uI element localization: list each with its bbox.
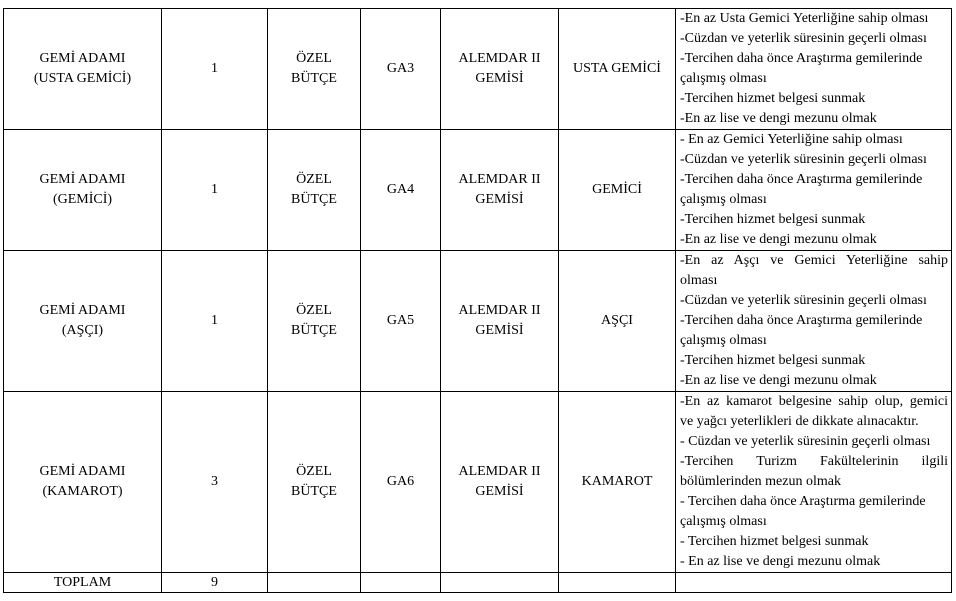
ship-cell: ALEMDAR II GEMİSİ (441, 130, 559, 251)
code-cell: GA5 (361, 251, 441, 392)
table-row (4, 9, 952, 130)
table-row (4, 251, 952, 392)
code-cell: GA3 (361, 9, 441, 130)
position-cell: GEMİCİ (559, 130, 676, 251)
requirements-cell: - En az Gemici Yeterliğine sahip olması -Cüzdan ve yeterlik süresinin geçerli olması -Tercihen daha önce Araştırma gemilerinde çalışmış olması -Tercihen hizmet belgesi sunmak -En az lise ve dengi mezunu olmak (676, 130, 952, 251)
budget-cell: ÖZEL BÜTÇE (268, 130, 361, 251)
requirements-cell: -En az Usta Gemici Yeterliğine sahip olması -Cüzdan ve yeterlik süresinin geçerli olması -Tercihen daha önce Araştırma gemilerinde çalışmış olması -Tercihen hizmet belgesi sunmak -En az lise ve dengi mezunu olmak (676, 9, 952, 130)
budget-cell: ÖZEL BÜTÇE (268, 392, 361, 573)
title-cell: GEMİ ADAMI (GEMİCİ) (4, 130, 162, 251)
ship-cell: ALEMDAR II GEMİSİ (441, 392, 559, 573)
count-cell: 1 (162, 9, 268, 130)
requirements-cell: -En az Aşçı ve Gemici Yeterliğine sahip olması -Cüzdan ve yeterlik süresinin geçerli olması -Tercihen daha önce Araştırma gemilerinde çalışmış olması -Tercihen hizmet belgesi sunmak -En az lise ve dengi mezunu olmak (676, 251, 952, 392)
title-cell: GEMİ ADAMI (USTA GEMİCİ) (4, 9, 162, 130)
table-row (4, 130, 952, 251)
requirements-cell: -En az kamarot belgesine sahip olup, gemici ve yağcı yeterlikleri de dikkate alınacaktır. - Cüzdan ve yeterlik süresinin geçerli olması -Tercihen Turizm Fakültelerinin ilgili bölümlerinden mezun olmak - Tercihen daha önce Araştırma gemilerinde çalışmış olması - Tercihen hizmet belgesi sunmak - En az lise ve dengi mezunu olmak (676, 392, 952, 573)
ship-cell: ALEMDAR II GEMİSİ (441, 9, 559, 130)
table-row (4, 392, 952, 573)
total-count: 9 (162, 573, 268, 593)
position-cell: KAMAROT (559, 392, 676, 573)
code-cell: GA4 (361, 130, 441, 251)
count-cell: 1 (162, 130, 268, 251)
position-cell: AŞÇI (559, 251, 676, 392)
empty-cell (441, 573, 559, 593)
code-cell: GA6 (361, 392, 441, 573)
count-cell: 3 (162, 392, 268, 573)
empty-cell (676, 573, 952, 593)
position-cell: USTA GEMİCİ (559, 9, 676, 130)
title-cell: GEMİ ADAMI (KAMAROT) (4, 392, 162, 573)
title-cell: GEMİ ADAMI (AŞÇI) (4, 251, 162, 392)
positions-table (3, 8, 952, 593)
ship-cell: ALEMDAR II GEMİSİ (441, 251, 559, 392)
budget-cell: ÖZEL BÜTÇE (268, 9, 361, 130)
budget-cell: ÖZEL BÜTÇE (268, 251, 361, 392)
empty-cell (268, 573, 361, 593)
total-label: TOPLAM (4, 573, 162, 593)
total-row (4, 573, 952, 593)
count-cell: 1 (162, 251, 268, 392)
empty-cell (361, 573, 441, 593)
empty-cell (559, 573, 676, 593)
